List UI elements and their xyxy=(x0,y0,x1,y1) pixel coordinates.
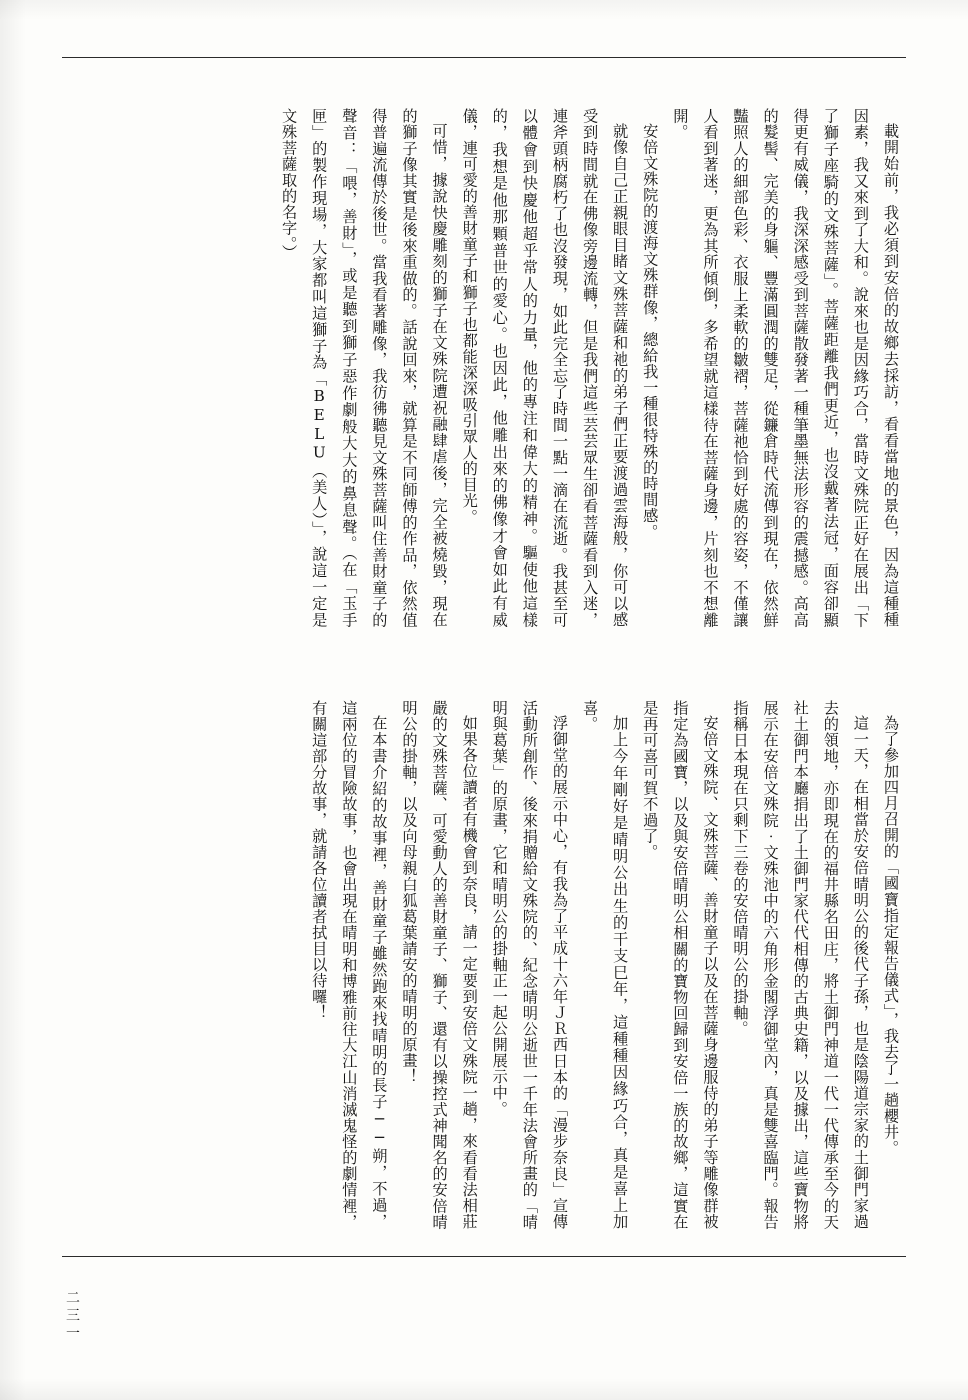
upper-text-block xyxy=(116,108,906,628)
paragraph: 這一天，在相當於安倍晴明公的後代子孫，也是陰陽道宗家的土御門家過去的領地，亦即現在的福井縣名田庄，將土御門神道一代一代傳承至今的天社土御門本廳捐出了土御門家代代相傳的古典史籍，以及據出，這些寶物將展示在安倍文殊院‧文殊池中的六角形金閣浮御堂內，真是雙喜臨門。報告指稱日本現在只剩下三卷的安倍晴明公的掛軸。 xyxy=(731,700,870,1230)
paragraph: 為了參加四月召開的「國寶指定報告儀式」，我去了一趟櫻井。 xyxy=(882,715,900,1157)
lower-text-block xyxy=(116,700,906,1230)
page-edge-shadow-left xyxy=(0,0,26,1400)
paragraph: 安倍文殊院、文殊菩薩、善財童子以及在菩薩身邊服侍的弟子等雕像群被指定為國寶，以及與安倍晴明公相關的寶物回歸到安倍一族的故鄉，這實在是再可喜可賀不過了。 xyxy=(641,700,720,1230)
paragraph: 加上今年剛好是晴明公出生的干支巳年，這種種因緣巧合，真是喜上加喜。 xyxy=(581,700,630,1230)
paragraph: 如果各位讀者有機會到奈良，請一定要到安倍文殊院一趟，來看看法相莊嚴的文殊菩薩、可愛動人的善財童子、獅子、還有以操控式神聞名的安倍晴明公的掛軸，以及向母親白狐葛葉請安的晴明的原畫！ xyxy=(400,700,479,1230)
page-number: 二三一 xyxy=(64,1290,80,1344)
page-edge-shadow-top xyxy=(0,0,968,20)
header-rule xyxy=(62,57,906,58)
paragraph: 可惜，據說快慶雕刻的獅子在文殊院遭祝融肆虐後，完全被燒毀，現在的獅子像其實是後來重做的。話說回來，就算是不同師傅的作品，依然值得普遍流傳於後世。當我看著雕像，我彷彿聽見文殊菩薩叫住善財童子的聲音：「喂，善財」，或是聽到獅子惡作劇般大大的鼻息聲。（在「玉手匣」的製作現場，大家都叫這獅子為「BELU（美人）」，說這一定是文殊菩薩取的名字。） xyxy=(280,108,449,628)
page-edge-shadow-bottom xyxy=(0,1378,968,1400)
paragraph: 浮御堂的展示中心，有我為了平成十六年ＪＲ西日本的「漫步奈良」宣傳活動所創作、後來捐贈給文殊院的、紀念晴明公逝世一千年法會所畫的「晴明與葛葉」的原畫，它和晴明公的掛軸正一起公開展示中。 xyxy=(490,700,569,1230)
footer-rule xyxy=(62,1256,906,1257)
paragraph: 載開始前，我必須到安倍的故鄉去採訪，看看當地的景色，因為這種種因素，我又來到了大和。說來也是因緣巧合，當時文殊院正好在展出「下了獅子座騎的文殊菩薩」。菩薩距離我們更近，也沒戴著法冠，面容卻顯得更有威儀，我深深感受到菩薩散發著一種筆墨無法形容的震撼感。高高的髮髻、完美的身軀、豐滿圓潤的雙足，從鐮倉時代流傳到現在，依然鮮豔照人的細部色彩、衣服上柔軟的皺褶，菩薩祂恰到好處的容姿，不僅讓人看到著迷，更為其所傾倒，多希望就這樣待在菩薩身邊，片刻也不想離開。 xyxy=(671,108,900,628)
paragraph: 在本書介紹的故事裡，善財童子雖然跑來找晴明的長子──朔，不過，這兩位的冒險故事，也會出現在晴明和博雅前往大江山消滅鬼怪的劇情裡，有關這部分故事，就請各位讀者拭目以待囉！ xyxy=(310,700,389,1230)
paragraph: 就像自己正親眼目睹文殊菩薩和祂的弟子們正要渡過雲海般，你可以感受到時間就在佛像旁邊流轉，但是我們這些芸芸眾生卻看菩薩看到入迷，連斧頭柄腐朽了也沒發現，如此完全忘了時間一點一滴在流逝。我甚至可以體會到快慶他超乎常人的力量，他的專注和偉大的精神。驅使他這樣的，我想是他那顆普世的愛心。也因此，他雕出來的佛像才會如此有威儀，連可愛的善財童子和獅子也都能深深吸引眾人的目光。 xyxy=(460,108,630,628)
paragraph: 安倍文殊院的渡海文殊群像，總給我一種很特殊的時間感。 xyxy=(641,123,660,541)
